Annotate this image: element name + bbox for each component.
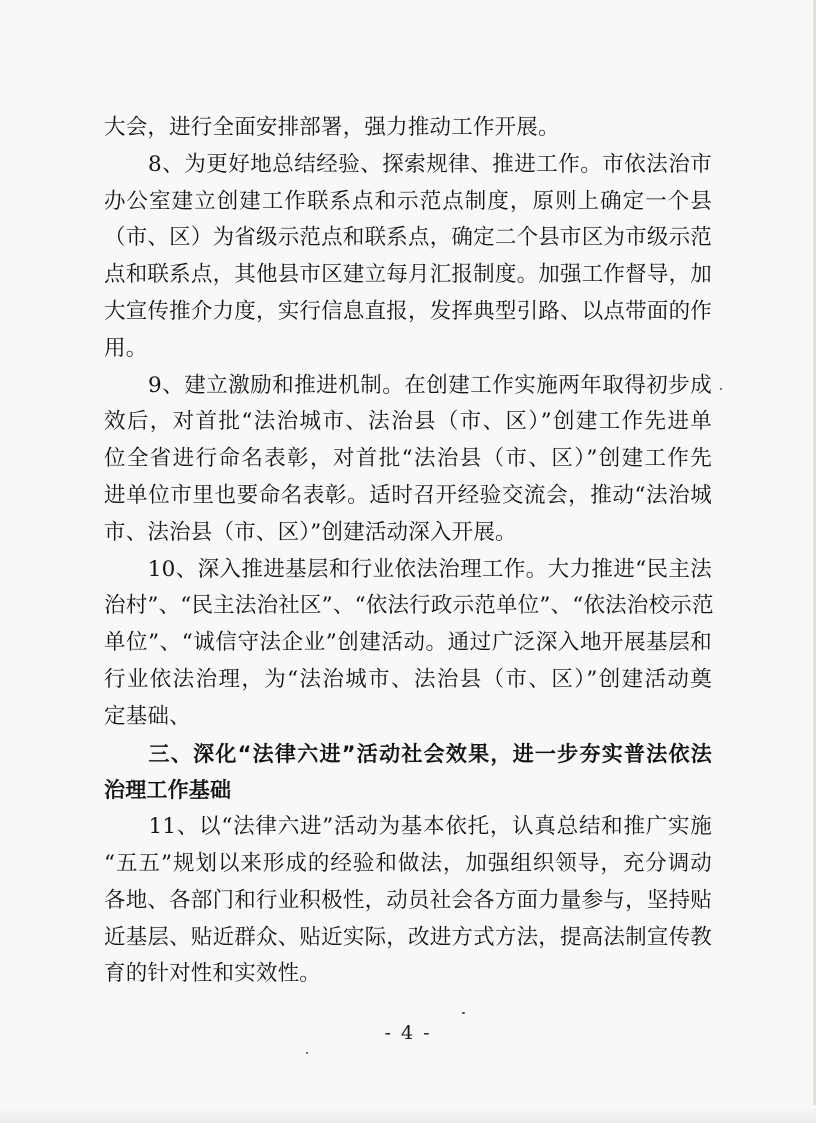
- paragraph-line: 11、以“法律六进”活动为基本依托，认真总结和推广实施: [104, 814, 712, 840]
- paragraph-line: 用。: [104, 335, 148, 361]
- paragraph-line: 市、法治县（市、区）”创建活动深入开展。: [104, 519, 517, 545]
- section-heading-line: 治理工作基础: [104, 778, 232, 803]
- paragraph-line: 位全省进行命名表彰，对首批“法治县（市、区）”创建工作先: [104, 446, 712, 472]
- section-heading-line: 三、深化“法律六进”活动社会效果，进一步夯实普法依法: [104, 741, 712, 766]
- scan-speck: [462, 1012, 465, 1014]
- paragraph-line: 大宣传推介力度，实行信息直报，发挥典型引路、以点带面的作: [104, 298, 712, 324]
- paragraph-line: 行业依法治理，为“法治城市、法治县（市、区）”创建活动奠: [104, 666, 712, 692]
- paragraph-line: 各地、各部门和行业积极性，动员社会各方面力量参与，坚持贴: [104, 887, 712, 913]
- scan-speck: [306, 1052, 308, 1054]
- paragraph-line: 点和联系点，其他县市区建立每月汇报制度。加强工作督导，加: [104, 262, 712, 288]
- paragraph-line: （市、区）为省级示范点和联系点，确定二个县市区为市级示范: [104, 225, 712, 251]
- paragraph-line: 近基层、贴近群众、贴近实际，改进方式方法，提高法制宣传教: [104, 924, 712, 950]
- scan-speck: [720, 388, 722, 390]
- document-body: [104, 110, 712, 993]
- paragraph-line: 9、建立激励和推进机制。在创建工作实施两年取得初步成: [104, 372, 712, 398]
- page-number: - 4 -: [384, 1022, 432, 1044]
- paragraph-line: 办公室建立创建工作联系点和示范点制度，原则上确定一个县: [104, 188, 712, 214]
- paragraph-line: 治村”、“民主法治社区”、“依法行政示范单位”、“依法治校示范: [104, 593, 714, 619]
- paragraph-line: 育的针对性和实效性。: [104, 961, 322, 987]
- paragraph-line: 10、深入推进基层和行业依法治理工作。大力推进“民主法: [104, 556, 712, 582]
- paragraph-line: 定基础、: [104, 703, 191, 729]
- paragraph-line: 8、为更好地总结经验、探索规律、推进工作。市依法治市: [104, 151, 712, 177]
- paragraph-line: 效后，对首批“法治城市、法治县（市、区）”创建工作先进单: [104, 409, 712, 435]
- paragraph-line: 进单位市里也要命名表彰。适时召开经验交流会，推动“法治城: [104, 482, 712, 508]
- paragraph-line: 大会，进行全面安排部署，强力推动工作开展。: [104, 115, 560, 140]
- paragraph-line: 单位”、“诚信守法企业”创建活动。通过广泛深入地开展基层和: [104, 630, 712, 656]
- paragraph-line: “五五”规划以来形成的经验和做法，加强组织领导，充分调动: [104, 850, 712, 876]
- scan-shadow: [0, 1105, 816, 1123]
